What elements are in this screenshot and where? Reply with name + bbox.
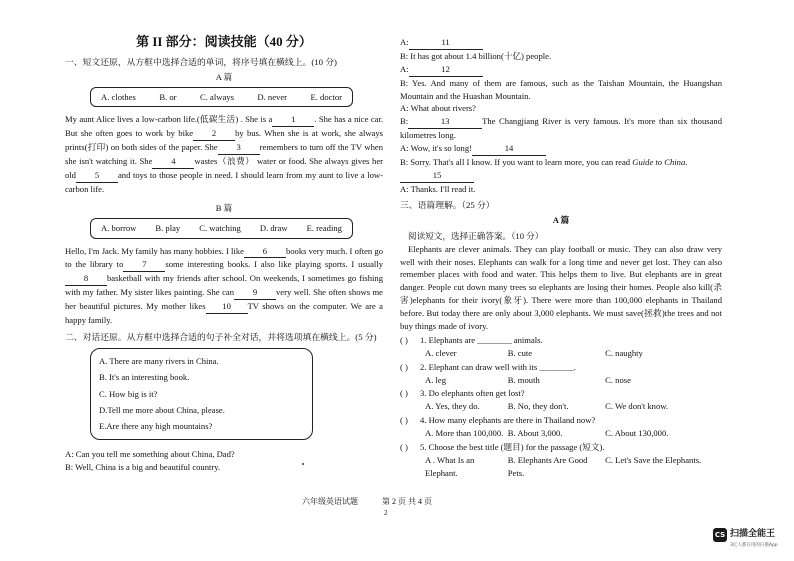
question bbox=[400, 414, 722, 427]
word-bank-b bbox=[90, 218, 353, 239]
section1-heading: 一、短文还原，从方框中选择合适的单词，将序号填在横线上。(10 分) bbox=[65, 56, 337, 67]
answer-option: A. Yes, they do. bbox=[425, 401, 480, 412]
word-bank-a bbox=[90, 87, 353, 108]
dialog-option: D.Tell me more about China, please. bbox=[99, 405, 225, 416]
word-option: E. doctor bbox=[310, 91, 342, 102]
answer-option: A . What Is an Elephant. bbox=[425, 454, 475, 478]
word-option: B. play bbox=[155, 222, 181, 233]
partB-label: B 篇 bbox=[215, 202, 233, 213]
answer-blank: 11 bbox=[409, 36, 483, 50]
partA-label: A 篇 bbox=[215, 71, 233, 82]
word-option: D. never bbox=[257, 91, 287, 102]
dialog-line: B: It has got about 1.4 billion(十亿) people. bbox=[400, 50, 552, 61]
answer-blank: 10 bbox=[206, 300, 248, 314]
answer-option: B. Elephants Are Good Pets. bbox=[507, 454, 588, 478]
question-text: 1. Elephants are ________ animals. bbox=[420, 334, 543, 345]
page-title: 第 II 部分：阅读技能（40 分） bbox=[136, 34, 312, 49]
dialog-line: B: Yes. And many of them are famous, such as the Taishan Mountain, the Huangshan Mountain and the Huashan Mountain. bbox=[400, 77, 722, 101]
answer-blank: 12 bbox=[409, 63, 483, 77]
answer-blank: 2 bbox=[193, 127, 235, 141]
dialog-line: A: What about rivers? bbox=[400, 103, 476, 114]
question-text: 5. Choose the best title (题目) for the passage (短文). bbox=[420, 442, 605, 453]
answer-option: C. nose bbox=[605, 374, 631, 385]
answer-option: A. More than 100,000. bbox=[425, 428, 504, 439]
answer-option: C. naughty bbox=[605, 347, 643, 358]
answer-paren: ( ) bbox=[400, 334, 408, 345]
answer-option: A. clever bbox=[425, 347, 457, 358]
scanner-tagline: 3亿人都在用的扫描App bbox=[730, 542, 778, 548]
question bbox=[400, 334, 722, 347]
book-title: Guide to China bbox=[632, 157, 686, 168]
passage-b: Hello, I'm Jack. My family has many hobbies. I like 6 books very much. I often go to the library to 7 some interesting books. I also like playing sports. I usually8 basketball with my friends after school. On weekends, I sometimes go fishing with my father. My sister likes painting. She can 9 very well. She often shows me her beautiful pictures. My mother likes 10 TV shows on the computer. We are a happy family. bbox=[65, 245, 384, 326]
page-number: 2 bbox=[384, 509, 388, 517]
answer-paren: ( ) bbox=[400, 442, 408, 453]
question-options bbox=[400, 427, 722, 440]
answer-blank: 6 bbox=[244, 245, 286, 259]
answer-blank: 1 bbox=[272, 113, 314, 127]
question bbox=[400, 387, 722, 400]
dialog-options-box bbox=[90, 348, 313, 440]
dialog-line: A: 11 bbox=[400, 36, 722, 50]
answer-paren: ( ) bbox=[400, 388, 408, 399]
dialog-line: A: Wow, it's so long! 14 bbox=[400, 142, 722, 156]
section3-partA-label: A 篇 bbox=[552, 214, 570, 225]
passage-a: My aunt Alice lives a low-carbon life.(低碳生活) . She is a 1 . She has a nice car. But she often goes to work by bike 2 by bus. When she is at work, she always prints(打印) on both sides of the paper. She 3 remembers to turn off the TV when she isn't watching it. She 4 wastes（浪费） water or food. She always gives her old 5 and toys to those people in need. I should learn from my aunt to live a low-carbon life. bbox=[65, 114, 383, 194]
answer-option: B. About 3,000. bbox=[507, 428, 563, 439]
answer-blank: 15 bbox=[400, 169, 474, 183]
dialog-start bbox=[65, 448, 383, 474]
dialog-option: E.Are there any high mountains? bbox=[99, 421, 213, 432]
question bbox=[400, 361, 722, 374]
answer-option: C. We don't know. bbox=[605, 401, 669, 412]
answer-blank: 4 bbox=[152, 155, 194, 169]
dialog-option: C. How big is it? bbox=[99, 388, 158, 399]
scanner-watermark bbox=[713, 528, 778, 549]
questions-list bbox=[400, 334, 722, 480]
answer-option: A. leg bbox=[425, 374, 447, 385]
elephant-passage: Elephants are clever animals. They can play football or music. They can also draw very well with their noses. Elephants can walk for a long time and never get lost. They can also remember places with food and water. This helps them to live. But elephants are in great danger. People cut down many trees so elephants are losing their homes. People also kill(杀害)elephants for their ivory(象牙). There were more than 100,000 elephants in Thailand before. But today there are only about 3,000 elephants. We must save(拯救)the trees and not buy things made of ivory. bbox=[400, 243, 722, 331]
instruction: 阅读短文，选择正确答案。（10 分） bbox=[408, 230, 544, 241]
word-option: E. reading bbox=[306, 222, 342, 233]
dialog-option: B. It's an interesting book. bbox=[99, 372, 190, 383]
answer-option: B. mouth bbox=[507, 374, 540, 385]
answer-blank: 3 bbox=[218, 141, 260, 155]
dialog-option: A. There are many rivers in China. bbox=[99, 356, 219, 367]
word-option: D. draw bbox=[259, 222, 288, 233]
dialog-line: A: 12 bbox=[400, 63, 722, 77]
question-options bbox=[400, 400, 722, 413]
answer-paren: ( ) bbox=[400, 361, 408, 372]
section2-heading: 二、对话还原。从方框中选择合适的句子补全对话，并将选项填在横线上。(5 分) bbox=[65, 331, 377, 342]
camscanner-icon: CS bbox=[713, 528, 727, 542]
answer-blank: 8 bbox=[65, 272, 107, 286]
dialog-line: B: Well, China is a big and beautiful country. bbox=[65, 461, 221, 472]
word-option: C. always bbox=[200, 91, 234, 102]
question bbox=[400, 441, 722, 454]
question-text: 3. Do elephants often get lost? bbox=[420, 388, 525, 399]
dialog-line: A: Thanks. I'll read it. bbox=[400, 183, 476, 194]
dialog-line: A: Can you tell me something about China, Dad? bbox=[65, 448, 235, 459]
answer-paren: ( ) bbox=[400, 415, 408, 426]
scanner-name: 扫描全能王 bbox=[730, 529, 776, 539]
answer-blank: 5 bbox=[76, 169, 118, 183]
answer-blank: 9 bbox=[234, 286, 276, 300]
answer-option: B. No, they don't. bbox=[507, 401, 569, 412]
word-option: A. borrow bbox=[101, 222, 137, 233]
right-column bbox=[400, 36, 722, 480]
section3-heading: 三、语篇理解。（25 分） bbox=[400, 199, 495, 210]
dialog-line bbox=[400, 169, 722, 183]
answer-blank: 14 bbox=[472, 142, 546, 156]
question-options bbox=[400, 347, 722, 360]
answer-option: C. Let's Save the Elephants. bbox=[605, 454, 702, 465]
word-option: C. watching bbox=[199, 222, 241, 233]
dialog-line: B: 13 The Changjiang River is very famous. It's more than six thousand kilometres long. bbox=[400, 116, 722, 141]
stray-dot bbox=[302, 463, 304, 465]
footer bbox=[302, 496, 432, 508]
question-text: 4. How many elephants are there in Thailand now? bbox=[420, 415, 596, 426]
page-indicator: 第 2 页 共 4 页 bbox=[382, 497, 432, 506]
answer-option: B. cute bbox=[507, 347, 533, 358]
left-column bbox=[65, 32, 383, 474]
dialog-continuation bbox=[400, 36, 722, 196]
word-option: A. clothes bbox=[101, 91, 136, 102]
question-options bbox=[400, 454, 722, 480]
exam-name: 六年级英语试题 bbox=[302, 497, 358, 506]
word-option: B. or bbox=[159, 91, 177, 102]
question-options bbox=[400, 374, 722, 387]
answer-blank: 7 bbox=[123, 258, 165, 272]
answer-option: C. About 130,000. bbox=[605, 428, 669, 439]
answer-blank: 13 bbox=[408, 115, 482, 129]
dialog-line: B: Sorry. That's all I know. If you want to learn more, you can read Guide to China. bbox=[400, 157, 688, 168]
question-text: 2. Elephant can draw well with its ________. bbox=[420, 361, 576, 372]
